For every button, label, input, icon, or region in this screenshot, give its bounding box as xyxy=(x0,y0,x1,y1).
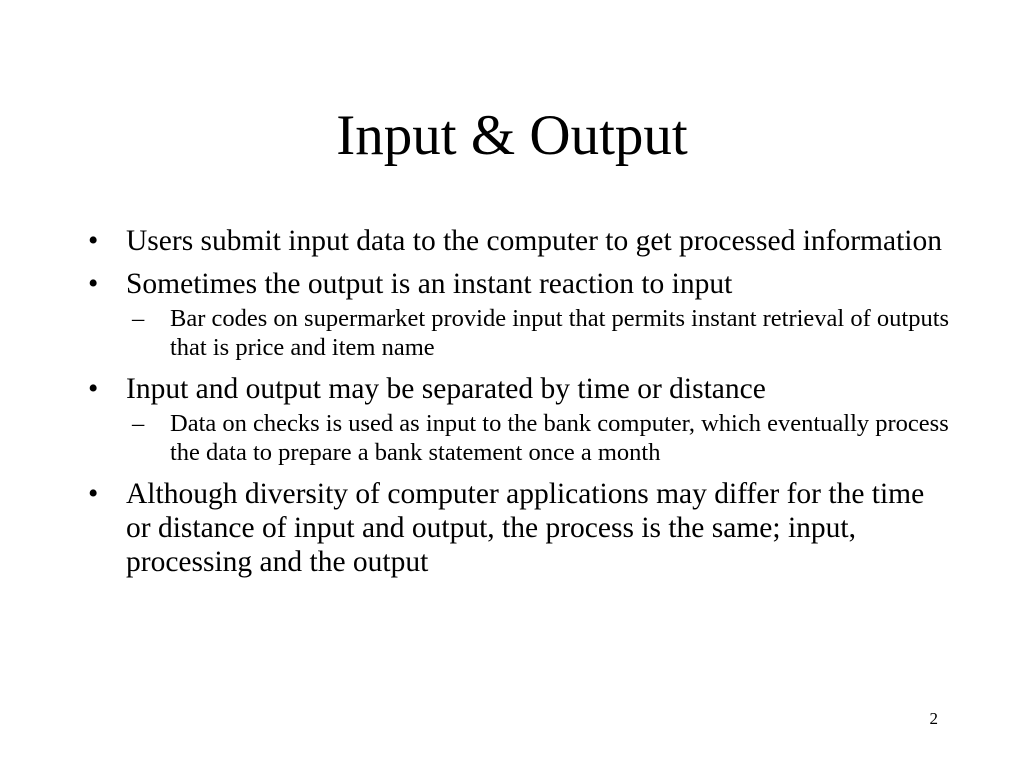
bullet-text: Sometimes the output is an instant reaction to input xyxy=(126,268,733,300)
bullet-marker: • xyxy=(88,478,99,510)
sub-bullet-marker: – xyxy=(132,305,145,332)
bullet-marker: • xyxy=(88,225,99,257)
page-number: 2 xyxy=(929,709,938,728)
slide-body xyxy=(84,224,954,588)
sub-bullet-text: Data on checks is used as input to the bank computer, which eventually process the data to prepare a bank statement once a month xyxy=(170,410,949,466)
sub-bullet-item xyxy=(130,304,954,362)
bullet-marker: • xyxy=(88,373,99,405)
bullet-item xyxy=(84,267,954,301)
bullet-text: Users submit input data to the computer to get processed information xyxy=(126,225,942,257)
bullet-text: Although diversity of computer applications may differ for the time or distance of input and output, the process is the same; input, processing and the output xyxy=(126,478,925,578)
bullet-marker: • xyxy=(88,268,99,300)
bullet-item xyxy=(84,372,954,406)
bullet-item xyxy=(84,224,954,258)
slide-title: Input & Output xyxy=(336,104,688,167)
sub-bullet-marker: – xyxy=(132,410,145,437)
sub-bullet-text: Bar codes on supermarket provide input that permits instant retrieval of outputs that is price and item name xyxy=(170,305,950,361)
sub-bullet-item xyxy=(130,409,954,467)
bullet-item xyxy=(84,477,954,579)
bullet-text: Input and output may be separated by time or distance xyxy=(126,373,766,405)
